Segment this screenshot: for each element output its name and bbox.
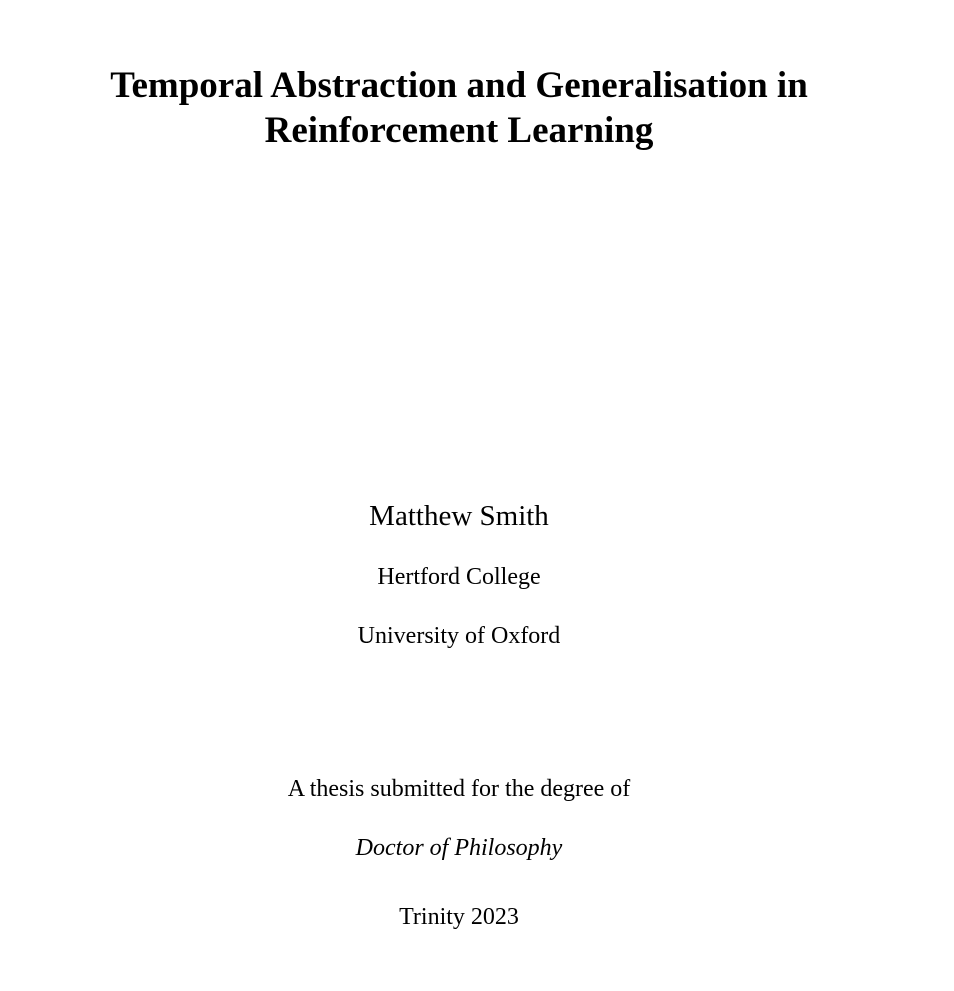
submission-statement: A thesis submitted for the degree of: [287, 776, 631, 802]
university-name: University of Oxford: [357, 623, 561, 649]
submission-term: Trinity 2023: [399, 904, 519, 930]
thesis-title-line-1: Temporal Abstraction and Generalisation in: [110, 65, 808, 106]
college-name: Hertford College: [377, 564, 541, 590]
author-name: Matthew Smith: [369, 500, 549, 532]
degree-name: Doctor of Philosophy: [355, 835, 563, 861]
thesis-title: [0, 63, 918, 153]
thesis-title-line-2: Reinforcement Learning: [264, 110, 654, 151]
